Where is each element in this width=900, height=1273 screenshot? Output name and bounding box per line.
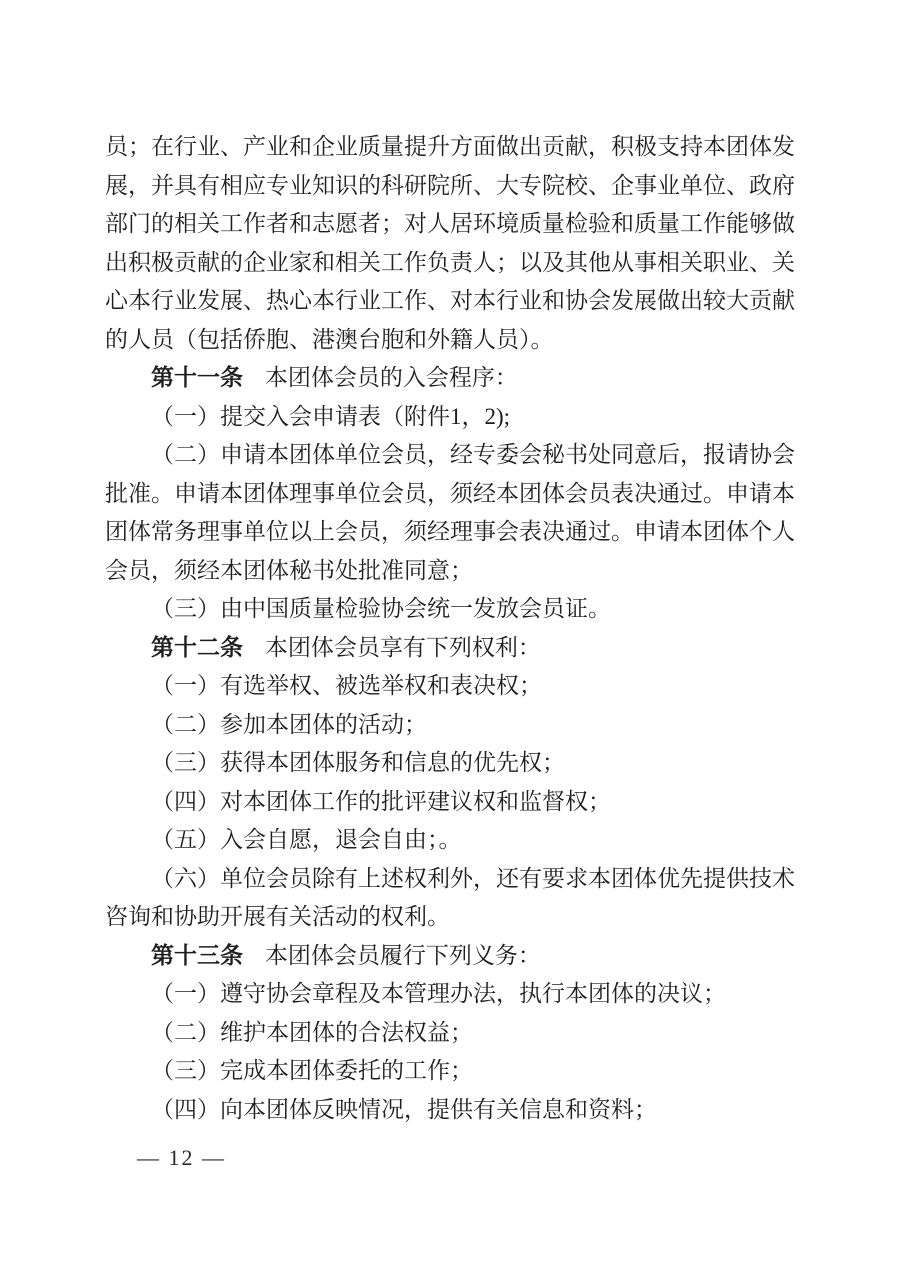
article-12-title: 本团体会员享有下列权利：	[264, 634, 541, 660]
article-12-item-4: （四）对本团体工作的批评建议权和监督权；	[151, 788, 611, 814]
article-12-item-2: （二）参加本团体的活动；	[151, 711, 427, 737]
article-11-term: 第十一条	[151, 365, 243, 390]
article-11-item-1: （一）提交入会申请表（附件1，2);	[151, 403, 511, 429]
article-11-item-3: （三）由中国质量检验协会统一发放会员证。	[151, 596, 611, 621]
article-13-heading	[105, 937, 795, 976]
article-12-item-3: （三）获得本团体服务和信息的优先权；	[151, 750, 565, 775]
article-13-term: 第十三条	[151, 942, 243, 968]
article-12-item-1: （一）有选举权、被选举权和表决权；	[151, 673, 542, 698]
article-13-item-2: （二）维护本团体的合法权益；	[151, 1019, 473, 1045]
article-12-heading	[105, 629, 795, 668]
page-number: — 12 —	[137, 1145, 226, 1170]
article-12-item-6: （六）单位会员除有上述权利外，还有要求本团体优先提供技术咨询和协助开展有关活动的权利。	[105, 865, 795, 929]
article-13-item-1: （一）遵守协会章程及本管理办法，执行本团体的决议；	[151, 981, 726, 1006]
article-12-item-5: （五）入会自愿，退会自由；。	[151, 827, 462, 852]
article-11-title: 本团体会员的入会程序：	[264, 365, 518, 390]
article-11-heading	[105, 359, 795, 398]
paragraph-membership-eligibility-continuation: 员；在行业、产业和企业质量提升方面做出贡献，积极支持本团体发展，并具有相应专业知识的科研院所、大专院校、企事业单位、政府部门的相关工作者和志愿者；对人居环境质量检验和质量工作能够做出积极贡献的企业家和相关工作负责人；以及其他从事相关职业、关心本行业发展、热心本行业工作、对本行业和协会发展做出较大贡献的人员（包括侨胞、港澳台胞和外籍人员）。	[105, 134, 795, 352]
article-13-item-4: （四）向本团体反映情况，提供有关信息和资料；	[151, 1096, 657, 1122]
article-13-item-3: （三）完成本团体委托的工作；	[151, 1058, 473, 1083]
article-13-title: 本团体会员履行下列义务：	[264, 942, 541, 968]
article-11-item-2: （二）申请本团体单位会员，经专委会秘书处同意后，报请协会批准。申请本团体理事单位会员，须经本团体会员表决通过。申请本团体常务理事单位以上会员，须经理事会表决通过。申请本团体个人会员，须经本团体秘书处批准同意；	[105, 442, 795, 583]
article-12-term: 第十二条	[151, 634, 243, 660]
document-body	[105, 128, 795, 1129]
